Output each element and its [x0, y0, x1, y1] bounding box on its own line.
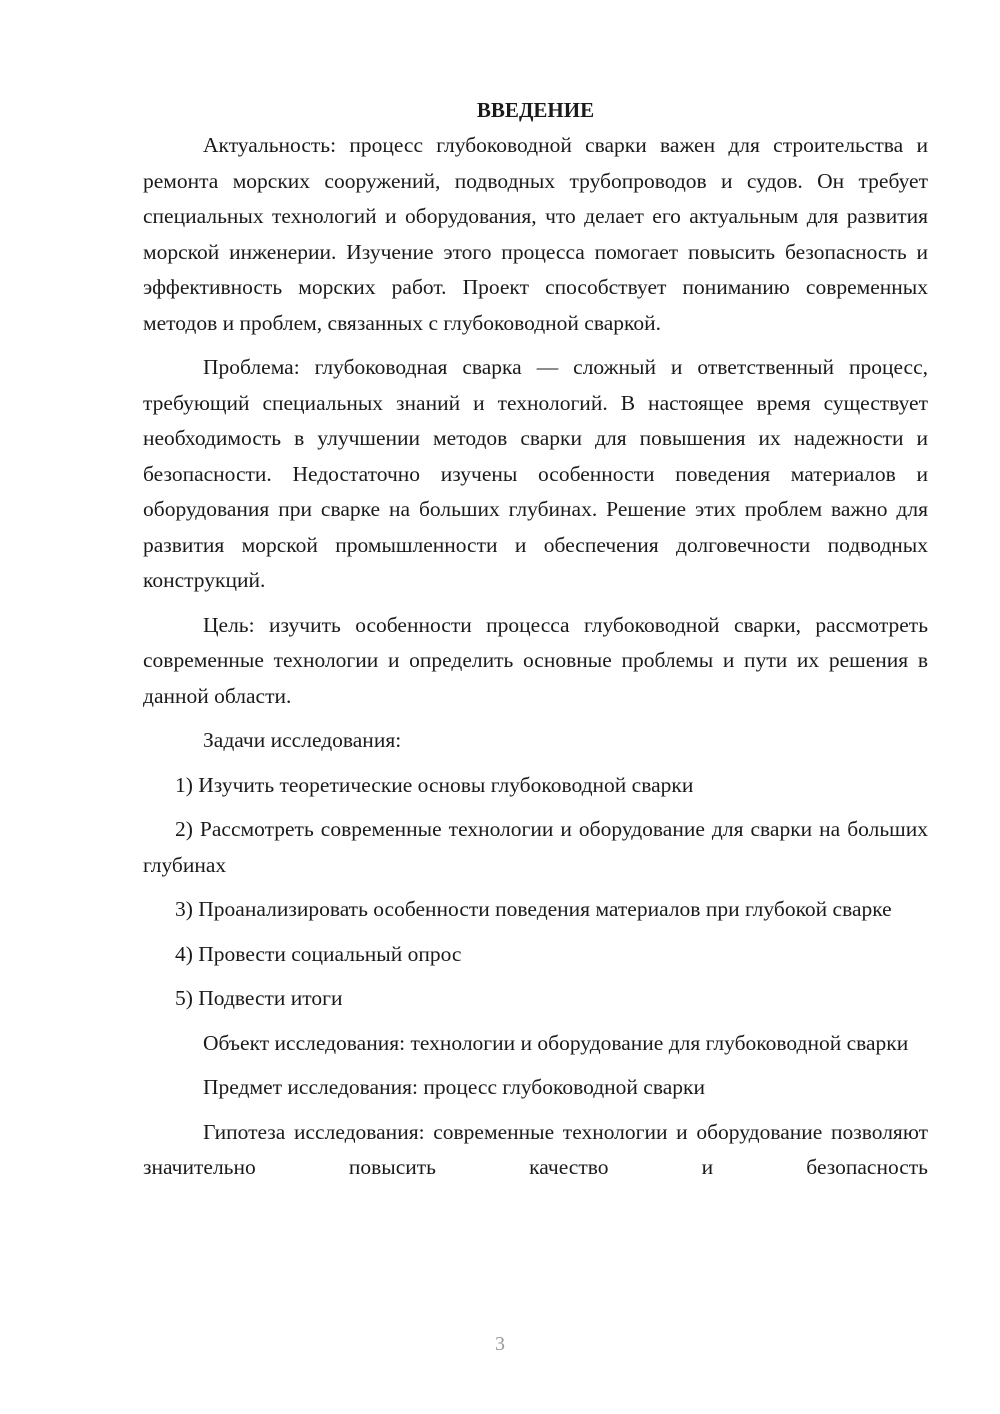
section-title: ВВЕДЕНИЕ — [476, 98, 595, 122]
task-item-3: 3) Проанализировать особенности поведения материалов при глубокой сварке — [175, 897, 892, 921]
hypothesis-paragraph: Гипотеза исследования: современные технологии и оборудование позволяют значительно повысить качество и безопасность — [143, 1119, 928, 1179]
research-subject-paragraph: Предмет исследования: процесс глубоководной сварки — [203, 1075, 705, 1099]
task-item-5: 5) Подвести итоги — [175, 986, 343, 1010]
task-item-2: 2) Рассмотреть современные технологии и оборудование для сварки на больших глубинах — [143, 817, 928, 877]
problem-paragraph: Проблема: глубоководная сварка — сложный и ответственный процесс, требующий специальных знаний и технологий. В настоящее время существует необходимость в улучшении методов сварки для повышения их надежности и безопасности. Недостаточно изучены особенности поведения материалов и оборудования при сварке на больших глубинах. Решение этих проблем важно для развития морской промышленности и обеспечения долговечности подводных конструкций. — [143, 355, 928, 592]
tasks-heading: Задачи исследования: — [203, 728, 402, 752]
page-number: 3 — [495, 1333, 505, 1355]
goal-paragraph: Цель: изучить особенности процесса глубоководной сварки, рассмотреть современные технологии и определить основные проблемы и пути их решения в данной области. — [143, 612, 928, 708]
task-item-4: 4) Провести социальный опрос — [175, 941, 462, 966]
research-object-paragraph: Объект исследования: технологии и оборудование для глубоководной сварки — [203, 1030, 909, 1055]
document-page — [143, 95, 928, 1186]
relevance-paragraph: Актуальность: процесс глубоководной сварки важен для строительства и ремонта морских сооружений, подводных трубопроводов и судов. Он требует специальных технологий и оборудования, что делает его актуальным для развития морской инженерии. Изучение этого процесса помогает повысить безопасность и эффективность морских работ. Проект способствует пониманию современных методов и проблем, связанных с глубоководной сваркой. — [143, 133, 928, 335]
task-item-1: 1) Изучить теоретические основы глубоководной сварки — [175, 772, 694, 797]
